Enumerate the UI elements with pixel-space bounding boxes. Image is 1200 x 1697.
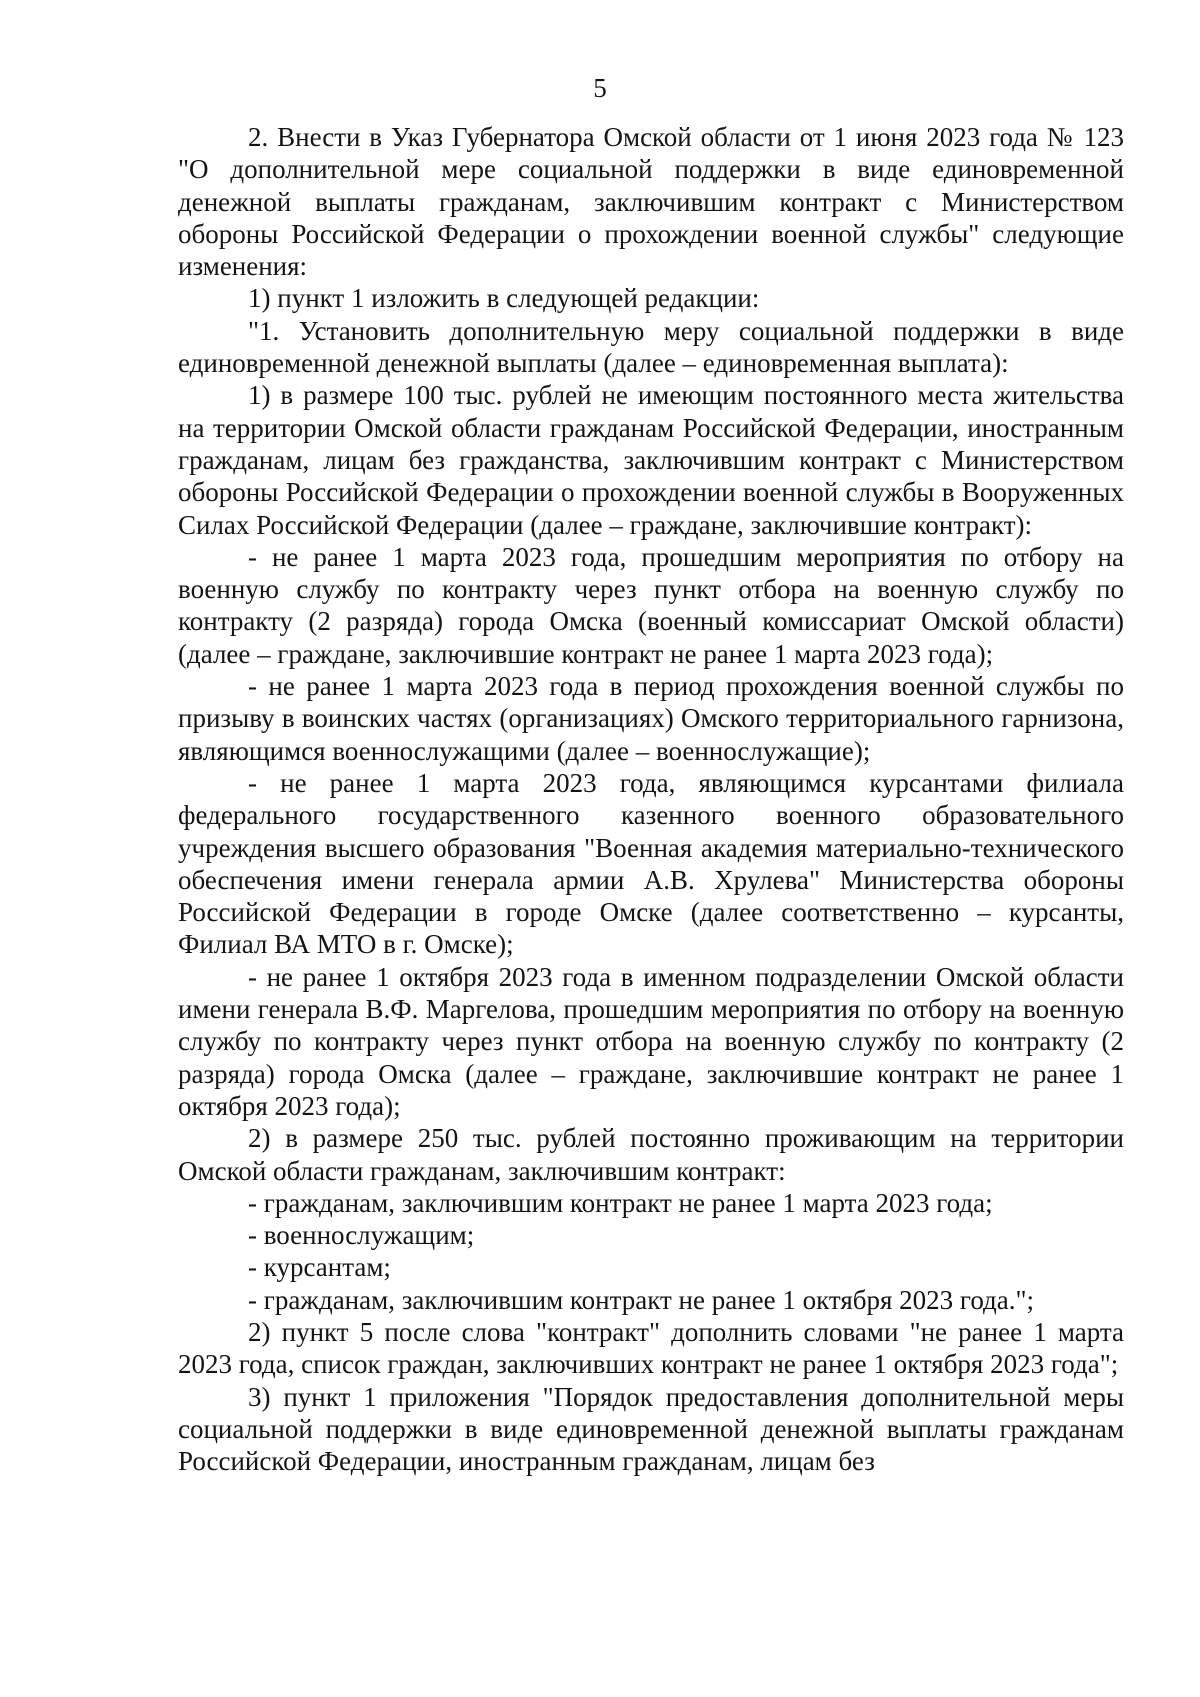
paragraph-list-march-contract: - гражданам, заключившим контракт не ранее 1 марта 2023 года; xyxy=(248,1187,993,1218)
paragraph-bullet-conscripts: - не ранее 1 марта 2023 года в период прохождения военной службы по призыву в воинских частях (организациях) Омского территориального гарнизона, являющимся военнослужащими (далее – военнослужащие); xyxy=(178,671,1124,766)
paragraph-amount-100k: 1) в размере 100 тыс. рублей не имеющим постоянного места жительства на территории Омской области гражданам Российской Федерации, иностранным гражданам, лицам без гражданства, заключившим контракт с Министерством обороны Российской Федерации о прохождении военной службы в Вооруженных Силах Российской Федерации (далее – граждане, заключившие контракт): xyxy=(178,380,1124,540)
paragraph-amount-250k: 2) в размере 250 тыс. рублей постоянно проживающим на территории Омской области гражданам, заключившим контракт: xyxy=(178,1123,1124,1186)
paragraph-bullet-cadets: - не ранее 1 марта 2023 года, являющимся курсантами филиала федерального государственного казенного военного образовательного учреждения высшего образования "Военная академия материально-технического обеспечения имени генерала армии А.В. Хрулева" Министерства обороны Российской Федерации в городе Омске (далее соответственно – курсанты, Филиал ВА МТО в г. Омске); xyxy=(178,767,1124,960)
paragraph-establish-measure: "1. Установить дополнительную меру социальной поддержки в виде единовременной денежной выплаты (далее – единовременная выплата): xyxy=(178,315,1124,379)
paragraph-amend-decree-intro: 2. Внести в Указ Губернатора Омской области от 1 июня 2023 года № 123 "О дополнительной мере социальной поддержки в виде единовременной денежной выплаты гражданам, заключившим контракт с Министерством обороны Российской Федерации о прохождении военной службы" следующие изменения: xyxy=(178,122,1124,282)
paragraph-list-servicemen: - военнослужащим; xyxy=(248,1220,475,1251)
paragraph-appendix-item-1: 3) пункт 1 приложения "Порядок предоставления дополнительной меры социальной поддержки в виде единовременной денежной выплаты гражданам Российской Федерации, иностранным гражданам, лицам без xyxy=(178,1381,1124,1477)
paragraph-item-1-restate: 1) пункт 1 изложить в следующей редакции: xyxy=(248,283,760,314)
paragraph-list-october-contract: - гражданам, заключившим контракт не ранее 1 октября 2023 года."; xyxy=(248,1284,1035,1315)
paragraph-bullet-october-contract: - не ранее 1 октября 2023 года в именном подразделении Омской области имени генерала В.Ф. Маргелова, прошедшим мероприятия по отбору на военную службу по контракту через пункт отбора на военную службу по контракту (2 разряда) города Омска (далее – граждане, заключившие контракт не ранее 1 октября 2023 года); xyxy=(178,961,1124,1121)
paragraph-list-cadets: - курсантам; xyxy=(248,1252,391,1283)
paragraph-item-5-amend: 2) пункт 5 после слова "контракт" дополнить словами "не ранее 1 марта 2023 года, список граждан, заключивших контракт не ранее 1 октября 2023 года"; xyxy=(178,1316,1124,1380)
page-number: 5 xyxy=(593,73,607,103)
document-body xyxy=(178,121,1124,1477)
paragraph-bullet-march-contract: - не ранее 1 марта 2023 года, прошедшим мероприятия по отбору на военную службу по контракту через пункт отбора на военную службу по контракту (2 разряда) города Омска (военный комиссариат Омской области) (далее – граждане, заключившие контракт не ранее 1 марта 2023 года); xyxy=(178,541,1124,669)
